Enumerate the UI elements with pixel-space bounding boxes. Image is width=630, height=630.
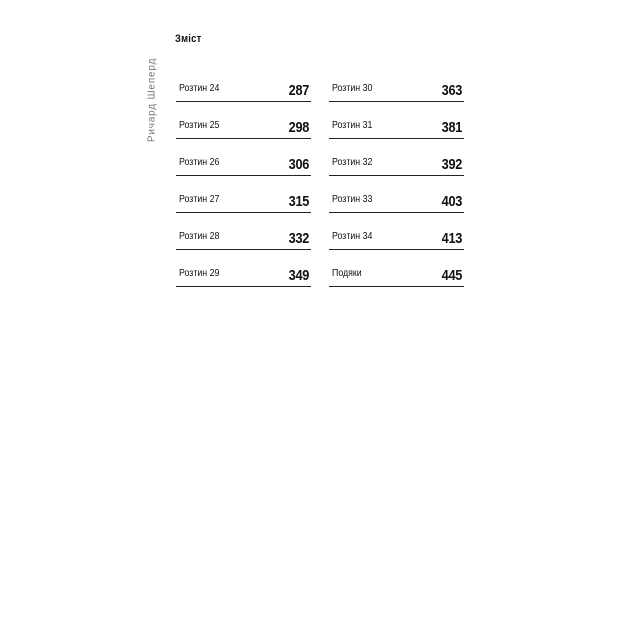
toc-entry-label: Розтин 26 bbox=[179, 157, 220, 168]
toc-column-right bbox=[329, 78, 464, 300]
toc-entry-rule bbox=[176, 138, 311, 139]
toc-entry bbox=[176, 263, 311, 300]
toc-entry-label: Розтин 28 bbox=[179, 231, 220, 242]
toc-entry-label: Розтин 34 bbox=[332, 231, 373, 242]
toc-entry-rule bbox=[329, 101, 464, 102]
toc-entry-page: 287 bbox=[288, 82, 309, 99]
toc-entry bbox=[329, 152, 464, 189]
toc-entry-page: 298 bbox=[288, 119, 309, 136]
toc-entry-rule bbox=[176, 286, 311, 287]
toc-entry-page: 315 bbox=[288, 193, 309, 210]
toc-entry-page: 381 bbox=[441, 119, 462, 136]
toc-entry-rule bbox=[176, 175, 311, 176]
toc-entry-label: Розтин 32 bbox=[332, 157, 373, 168]
toc-entry-page: 306 bbox=[288, 156, 309, 173]
toc-entry bbox=[176, 115, 311, 152]
toc-entry-label: Розтин 27 bbox=[179, 194, 220, 205]
toc-entry-rule bbox=[329, 286, 464, 287]
toc-entry bbox=[329, 78, 464, 115]
page-title: Зміст bbox=[175, 33, 202, 45]
toc-entry bbox=[176, 189, 311, 226]
toc-entry-page: 403 bbox=[441, 193, 462, 210]
toc-entry-rule bbox=[329, 212, 464, 213]
toc-entry-label: Розтин 31 bbox=[332, 120, 373, 131]
toc-entry bbox=[329, 263, 464, 300]
toc-entry-rule bbox=[176, 101, 311, 102]
toc-entry-page: 445 bbox=[441, 267, 462, 284]
toc-entry-rule bbox=[329, 249, 464, 250]
toc-entry-rule bbox=[329, 138, 464, 139]
toc-entry bbox=[329, 226, 464, 263]
toc-entry-rule bbox=[176, 212, 311, 213]
toc-entry-page: 363 bbox=[441, 82, 462, 99]
toc-entry bbox=[329, 189, 464, 226]
toc-entry-label: Розтин 25 bbox=[179, 120, 220, 131]
toc-entry-rule bbox=[329, 175, 464, 176]
toc-entry bbox=[176, 78, 311, 115]
toc-entry-rule bbox=[176, 249, 311, 250]
toc-column-left bbox=[176, 78, 311, 300]
toc-entry-label: Розтин 30 bbox=[332, 83, 373, 94]
toc-entry-label: Подяки bbox=[332, 268, 362, 279]
running-head-author: Ричард Шеперд bbox=[146, 57, 158, 143]
toc-entry-page: 332 bbox=[288, 230, 309, 247]
toc-entry-label: Розтин 24 bbox=[179, 83, 220, 94]
toc-entry-label: Розтин 33 bbox=[332, 194, 373, 205]
toc-entry bbox=[176, 152, 311, 189]
toc-entry-label: Розтин 29 bbox=[179, 268, 220, 279]
toc-entry bbox=[176, 226, 311, 263]
toc-entry-page: 349 bbox=[288, 267, 309, 284]
toc-entry-page: 392 bbox=[441, 156, 462, 173]
toc-entry-page: 413 bbox=[441, 230, 462, 247]
toc-entry bbox=[329, 115, 464, 152]
